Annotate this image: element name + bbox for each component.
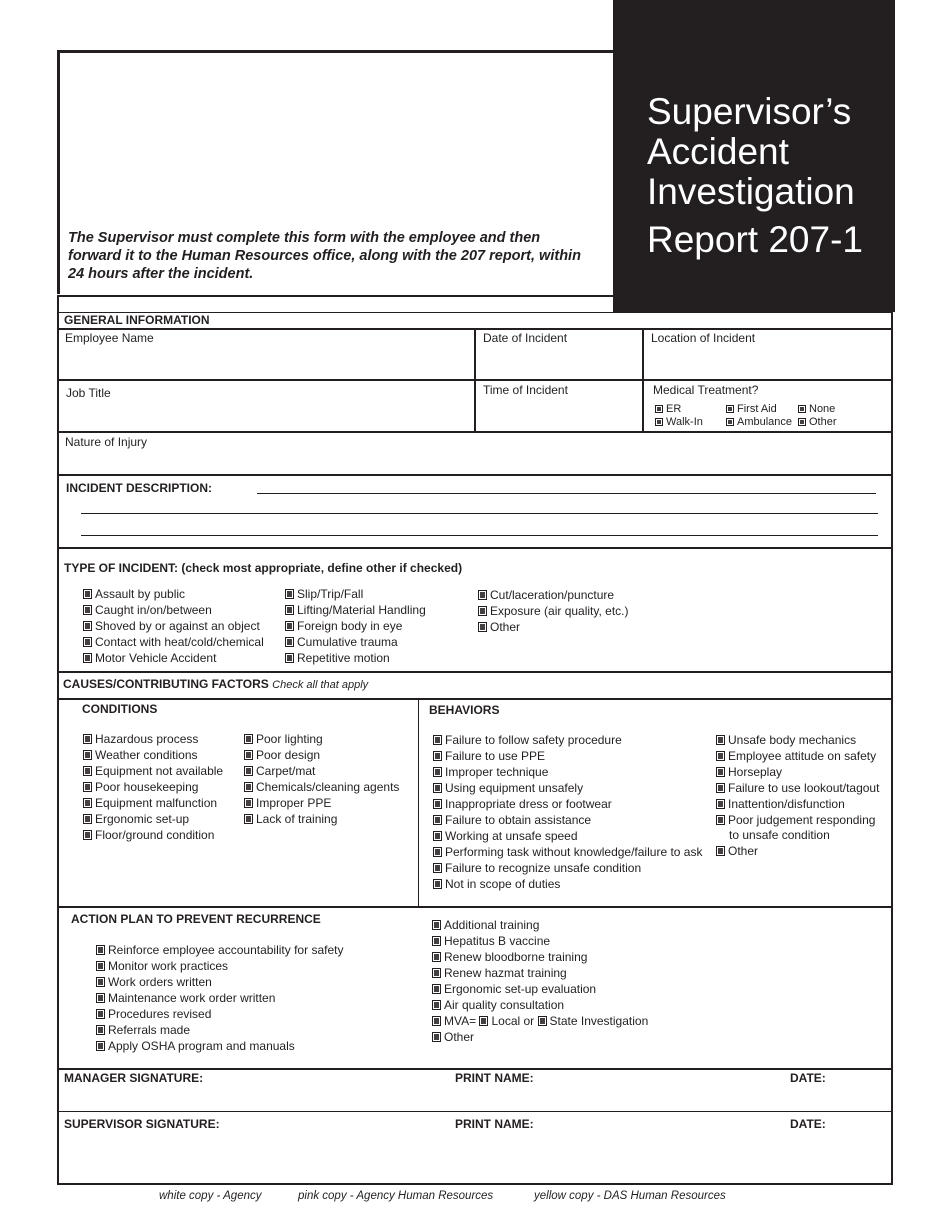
behavior-option[interactable]: Failure to follow safety procedure — [433, 733, 622, 747]
supervisor-signature-field[interactable]: SUPERVISOR SIGNATURE: — [64, 1117, 220, 1131]
action-plan-option[interactable]: Hepatitus B vaccine — [432, 934, 550, 948]
checkbox-icon — [285, 637, 294, 647]
checkbox-icon — [96, 961, 105, 971]
incident-type-option[interactable]: Shoved by or against an object — [83, 619, 260, 633]
checkbox-icon — [478, 590, 487, 600]
manager-signature-field[interactable]: MANAGER SIGNATURE: — [64, 1071, 204, 1085]
condition-option[interactable]: Poor lighting — [244, 732, 323, 746]
checkbox-icon — [716, 783, 725, 793]
location-of-incident-field[interactable]: Location of Incident — [651, 331, 756, 345]
checkbox-icon[interactable] — [479, 1016, 488, 1026]
form-title-line-2: Accident — [647, 131, 789, 172]
checkbox-icon — [433, 879, 442, 889]
incident-type-option[interactable]: Motor Vehicle Accident — [83, 651, 216, 665]
checkbox-icon — [96, 1009, 105, 1019]
type-of-incident-heading: TYPE OF INCIDENT: (check most appropriate, define other if checked) — [64, 561, 463, 575]
checkbox-icon — [798, 405, 806, 413]
divider — [57, 698, 893, 700]
checkbox-icon — [96, 977, 105, 987]
incident-type-option[interactable]: Lifting/Material Handling — [285, 603, 426, 617]
medical-option-er[interactable]: ER — [655, 402, 681, 416]
behavior-option[interactable]: Employee attitude on safety — [716, 749, 876, 763]
time-of-incident-field[interactable]: Time of Incident — [483, 383, 568, 397]
checkbox-icon — [716, 799, 725, 809]
behavior-option[interactable]: Performing task without knowledge/failure to ask — [433, 845, 702, 859]
checkbox-icon — [83, 782, 92, 792]
checkbox-icon — [478, 606, 487, 616]
checkbox-icon — [432, 984, 441, 994]
condition-option[interactable]: Ergonomic set-up — [83, 812, 189, 826]
checkbox-icon — [285, 621, 294, 631]
causes-heading-row — [63, 677, 368, 691]
medical-option-other[interactable]: Other — [798, 415, 837, 429]
incident-type-option[interactable]: Assault by public — [83, 587, 185, 601]
incident-type-option[interactable]: Foreign body in eye — [285, 619, 402, 633]
description-line[interactable] — [257, 493, 876, 494]
action-plan-option[interactable]: Work orders written — [96, 975, 212, 989]
behavior-option[interactable]: Horseplay — [716, 765, 782, 779]
medical-option-ambulance[interactable]: Ambulance — [726, 415, 792, 429]
condition-option[interactable]: Equipment malfunction — [83, 796, 217, 810]
checkbox-icon — [433, 751, 442, 761]
checkbox-icon — [433, 799, 442, 809]
employee-name-field[interactable]: Employee Name — [65, 331, 154, 345]
action-plan-option[interactable]: Additional training — [432, 918, 539, 932]
checkbox-icon — [726, 405, 734, 413]
medical-option-first-aid[interactable]: First Aid — [726, 402, 777, 416]
general-info-heading: GENERAL INFORMATION — [64, 313, 210, 327]
checkbox-icon — [83, 798, 92, 808]
description-line[interactable] — [81, 535, 878, 536]
checkbox-icon — [83, 637, 92, 647]
behavior-option[interactable]: Other — [716, 844, 758, 858]
behavior-option[interactable]: Failure to obtain assistance — [433, 813, 591, 827]
incident-type-option[interactable]: Cumulative trauma — [285, 635, 398, 649]
checkbox-icon[interactable] — [432, 1016, 441, 1026]
checkbox-icon — [433, 783, 442, 793]
checkbox-icon — [244, 782, 253, 792]
action-plan-option[interactable]: Referrals made — [96, 1023, 190, 1037]
divider — [57, 431, 893, 433]
supervisor-date-field[interactable]: DATE: — [790, 1117, 826, 1131]
incident-type-option[interactable]: Caught in/on/between — [83, 603, 212, 617]
checkbox-icon — [83, 814, 92, 824]
checkbox-icon — [433, 847, 442, 857]
checkbox-icon — [432, 968, 441, 978]
incident-type-option[interactable]: Contact with heat/cold/chemical — [83, 635, 264, 649]
behavior-option[interactable]: Inappropriate dress or footwear — [433, 797, 612, 811]
behavior-option-continuation: to unsafe condition — [729, 828, 830, 842]
checkbox-icon — [716, 735, 725, 745]
checkbox-icon — [83, 605, 92, 615]
action-plan-option[interactable]: Procedures revised — [96, 1007, 211, 1021]
divider — [57, 1111, 893, 1112]
action-plan-option[interactable]: Other — [432, 1030, 474, 1044]
condition-option[interactable]: Hazardous process — [83, 732, 198, 746]
nature-of-injury-field[interactable]: Nature of Injury — [65, 435, 148, 449]
checkbox-icon — [83, 766, 92, 776]
checkbox-icon — [83, 621, 92, 631]
checkbox-icon — [716, 846, 725, 856]
checkbox-icon — [83, 750, 92, 760]
checkbox-icon — [244, 814, 253, 824]
checkbox-icon — [244, 734, 253, 744]
checkbox-icon — [432, 1000, 441, 1010]
divider — [57, 1068, 893, 1070]
condition-option[interactable]: Improper PPE — [244, 796, 331, 810]
form-title-line-1: Supervisor’s — [647, 91, 852, 132]
checkbox-icon — [83, 734, 92, 744]
medical-option-walk-in[interactable]: Walk-In — [655, 415, 703, 429]
checkbox-icon — [433, 863, 442, 873]
action-plan-mva-row: MVA= Local or State Investigation — [432, 1014, 648, 1028]
form-title-line-3: Investigation — [647, 171, 855, 212]
conditions-heading: CONDITIONS — [82, 702, 158, 716]
checkbox-icon — [96, 993, 105, 1003]
divider — [57, 474, 893, 476]
checkbox-icon — [96, 1025, 105, 1035]
behavior-option[interactable]: Failure to recognize unsafe condition — [433, 861, 641, 875]
action-plan-option[interactable]: Apply OSHA program and manuals — [96, 1039, 295, 1053]
checkbox-icon — [244, 750, 253, 760]
action-plan-option[interactable]: Renew hazmat training — [432, 966, 567, 980]
condition-option[interactable]: Poor housekeeping — [83, 780, 198, 794]
date-of-incident-field[interactable]: Date of Incident — [483, 331, 568, 345]
footer-pink-copy: pink copy - Agency Human Resources — [298, 1190, 494, 1202]
supervisor-print-name-field[interactable]: PRINT NAME: — [455, 1117, 534, 1131]
behavior-option[interactable]: Poor judgement responding — [716, 813, 875, 827]
checkbox-icon — [433, 815, 442, 825]
action-plan-option[interactable]: Monitor work practices — [96, 959, 228, 973]
behavior-option[interactable]: Failure to use PPE — [433, 749, 545, 763]
checkbox-icon — [432, 936, 441, 946]
action-plan-option[interactable]: Maintenance work order written — [96, 991, 275, 1005]
checkbox-icon — [285, 605, 294, 615]
checkbox-icon — [798, 418, 806, 426]
action-plan-option[interactable]: Air quality consultation — [432, 998, 564, 1012]
behavior-option[interactable]: Not in scope of duties — [433, 877, 560, 891]
checkbox-icon — [432, 1032, 441, 1042]
form-title-line-4: Report 207-1 — [647, 219, 863, 260]
behavior-option[interactable]: Unsafe body mechanics — [716, 733, 856, 747]
checkbox-icon — [83, 653, 92, 663]
incident-type-option[interactable]: Exposure (air quality, etc.) — [478, 604, 629, 618]
incident-type-option[interactable]: Repetitive motion — [285, 651, 390, 665]
checkbox-icon — [244, 798, 253, 808]
condition-option[interactable]: Lack of training — [244, 812, 337, 826]
checkbox-icon — [716, 767, 725, 777]
job-title-field[interactable]: Job Title — [66, 386, 111, 400]
checkbox-icon — [83, 589, 92, 599]
behavior-option[interactable]: Failure to use lookout/tagout — [716, 781, 879, 795]
checkbox-icon — [432, 952, 441, 962]
checkbox-icon — [433, 767, 442, 777]
condition-option[interactable]: Weather conditions — [83, 748, 198, 762]
checkbox-icon — [655, 418, 663, 426]
behavior-option[interactable]: Working at unsafe speed — [433, 829, 578, 843]
condition-option[interactable]: Equipment not available — [83, 764, 223, 778]
checkbox-icon — [433, 735, 442, 745]
checkbox-icon — [716, 815, 725, 825]
incident-type-option[interactable]: Slip/Trip/Fall — [285, 587, 363, 601]
incident-type-option[interactable]: Other — [478, 620, 520, 634]
action-plan-option[interactable]: Reinforce employee accountability for safety — [96, 943, 343, 957]
checkbox-icon — [285, 589, 294, 599]
incident-type-option[interactable]: Cut/laceration/puncture — [478, 588, 614, 602]
condition-option[interactable]: Chemicals/cleaning agents — [244, 780, 399, 794]
checkbox-icon — [285, 653, 294, 663]
divider — [418, 698, 419, 906]
causes-heading: CAUSES/CONTRIBUTING FACTORS — [63, 677, 269, 691]
intro-instructions: The Supervisor must complete this form with the employee and then forward it to the Human Resources office, along with the 207 report, within 24 hours after the incident. — [68, 230, 581, 282]
checkbox-icon — [716, 751, 725, 761]
manager-print-name-field[interactable]: PRINT NAME: — [455, 1071, 534, 1085]
checkbox-icon — [433, 831, 442, 841]
footer-yellow-copy: yellow copy - DAS Human Resources — [534, 1190, 726, 1202]
checkbox-icon — [478, 622, 487, 632]
action-plan-heading: ACTION PLAN TO PREVENT RECURRENCE — [71, 912, 321, 926]
footer-white-copy: white copy - Agency — [159, 1190, 262, 1202]
description-line[interactable] — [81, 513, 878, 514]
divider — [57, 379, 893, 381]
causes-note: Check all that apply — [272, 679, 369, 691]
checkbox-icon[interactable] — [538, 1016, 547, 1026]
checkbox-icon — [83, 830, 92, 840]
action-plan-option[interactable]: Ergonomic set-up evaluation — [432, 982, 596, 996]
condition-option[interactable]: Floor/ground condition — [83, 828, 214, 842]
manager-date-field[interactable]: DATE: — [790, 1071, 826, 1085]
behaviors-heading: BEHAVIORS — [429, 703, 500, 717]
behavior-option[interactable]: Inattention/disfunction — [716, 797, 845, 811]
checkbox-icon — [244, 766, 253, 776]
incident-description-heading: INCIDENT DESCRIPTION: — [66, 481, 213, 495]
checkbox-icon — [96, 1041, 105, 1051]
behavior-option[interactable]: Improper technique — [433, 765, 548, 779]
divider — [57, 671, 893, 673]
medical-treatment-label: Medical Treatment? — [653, 383, 759, 397]
checkbox-icon — [655, 405, 663, 413]
condition-option[interactable]: Poor design — [244, 748, 320, 762]
checkbox-icon — [432, 920, 441, 930]
condition-option[interactable]: Carpet/mat — [244, 764, 315, 778]
checkbox-icon — [726, 418, 734, 426]
medical-option-none[interactable]: None — [798, 402, 835, 416]
divider — [57, 906, 893, 908]
divider — [57, 547, 893, 549]
action-plan-option[interactable]: Renew bloodborne training — [432, 950, 587, 964]
checkbox-icon — [96, 945, 105, 955]
behavior-option[interactable]: Using equipment unsafely — [433, 781, 583, 795]
